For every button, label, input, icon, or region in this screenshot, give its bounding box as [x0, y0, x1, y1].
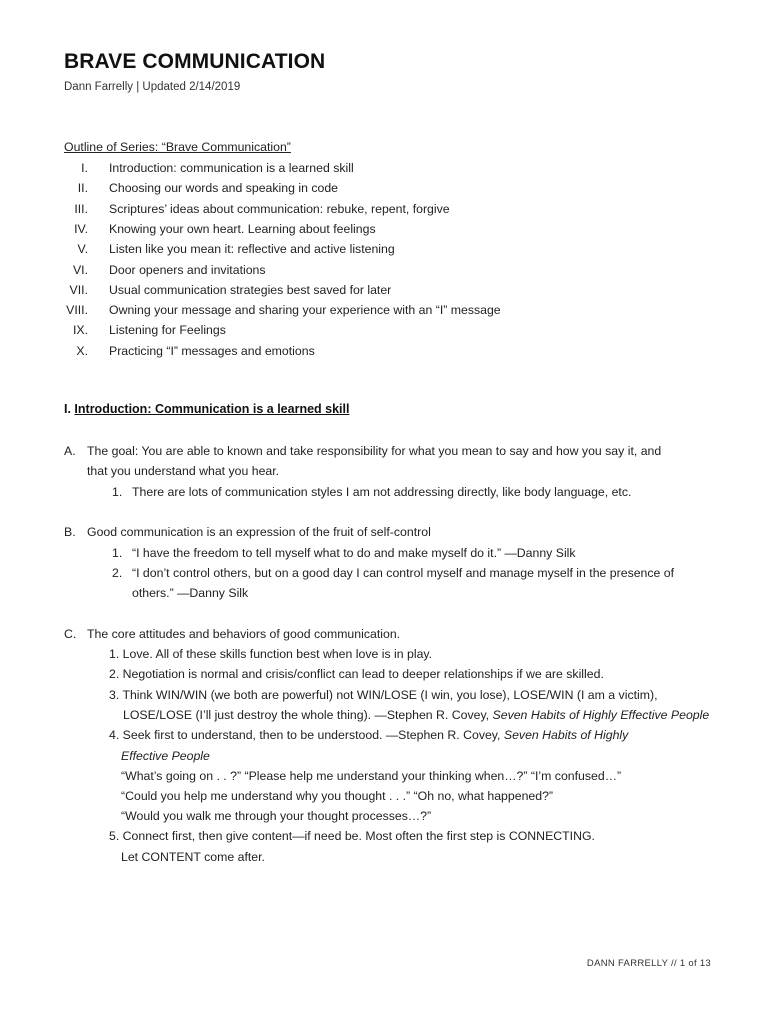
outline-heading: Outline of Series: “Brave Communication” — [64, 140, 291, 154]
outline-item-number: X. — [76, 344, 88, 358]
outline-item-text: Scriptures’ ideas about communication: rebuke, repent, forgive — [109, 202, 450, 216]
item-b-sub2-line1: “I don’t control others, but on a good day I can control myself and manage myself in the presence of — [132, 566, 675, 580]
item-a-sub1: There are lots of communication styles I am not addressing directly, like body language, etc. — [132, 485, 632, 499]
item-a-line1: The goal: You are able to known and take responsibility for what you mean to say and how you say it, and — [87, 444, 662, 458]
outline-item-text: Listen like you mean it: reflective and active listening — [109, 242, 395, 256]
item-c-point3-line2 — [123, 707, 709, 723]
book-title: Effective People — [121, 749, 210, 763]
section-title: Introduction: Communication is a learned skill — [74, 402, 350, 416]
item-b-sub1-num: 1. — [112, 546, 123, 560]
item-c-letter: C. — [64, 627, 77, 641]
item-c-quote3: “Would you walk me through your thought processes…?” — [121, 809, 432, 823]
outline-item-number: VII. — [69, 283, 88, 297]
item-b-sub1: “I have the freedom to tell myself what to do and make myself do it.” —Danny Silk — [132, 546, 576, 560]
outline-item-text: Listening for Feelings — [109, 323, 226, 337]
item-c-point3-line1: 3. Think WIN/WIN (we both are powerful) not WIN/LOSE (I win, you lose), LOSE/WIN (I am a victim), — [109, 688, 658, 702]
outline-item-text: Owning your message and sharing your experience with an “I” message — [109, 303, 501, 317]
outline-item-text: Choosing our words and speaking in code — [109, 181, 339, 195]
item-c-quote2: “Could you help me understand why you thought . . .” “Oh no, what happened?” — [121, 789, 554, 803]
outline-item-number: VIII. — [66, 303, 88, 317]
item-c-quote1: “What’s going on . . ?” “Please help me understand your thinking when…?” “I’m confused…” — [121, 769, 622, 783]
section-prefix: I. — [64, 402, 75, 416]
point3-text: LOSE/LOSE (I’ll just destroy the whole thing). —Stephen R. Covey, — [123, 708, 493, 722]
outline-item-text: Door openers and invitations — [109, 263, 266, 277]
outline-item-text: Introduction: communication is a learned skill — [109, 161, 354, 175]
book-title: Seven Habits of Highly Effective People — [492, 708, 710, 722]
outline-item-text: Usual communication strategies best saved for later — [109, 283, 392, 297]
item-b-sub2-line2: others.” —Danny Silk — [132, 586, 249, 600]
item-c-line1: The core attitudes and behaviors of good communication. — [87, 627, 401, 641]
item-c-point4-line1 — [109, 727, 628, 743]
item-b-line1: Good communication is an expression of the fruit of self-control — [87, 525, 431, 539]
outline-item-number: III. — [74, 202, 88, 216]
outline-item-text: Practicing “I” messages and emotions — [109, 344, 315, 358]
page-title: BRAVE COMMUNICATION — [64, 50, 326, 73]
item-a-letter: A. — [64, 444, 76, 458]
point4-text: 4. Seek first to understand, then to be understood. —Stephen R. Covey, — [109, 728, 504, 742]
item-c-point1: 1. Love. All of these skills function best when love is in play. — [109, 647, 433, 661]
item-c-point2: 2. Negotiation is normal and crisis/conflict can lead to deeper relationships if we are skilled. — [109, 667, 604, 681]
item-a-line2: that you understand what you hear. — [87, 464, 280, 478]
page-footer: DANN FARRELLY // 1 of 13 — [586, 958, 711, 969]
outline-item-number: II. — [77, 181, 88, 195]
outline-item-number: IX. — [72, 323, 88, 337]
byline: Dann Farrelly | Updated 2/14/2019 — [64, 81, 241, 93]
book-title: Seven Habits of Highly — [503, 728, 629, 742]
item-b-letter: B. — [64, 525, 76, 539]
item-c-point4-line2 — [121, 748, 210, 764]
outline-item-number: VI. — [72, 263, 88, 277]
item-c-point5-line2: Let CONTENT come after. — [121, 850, 265, 864]
outline-item-text: Knowing your own heart. Learning about feelings — [109, 222, 376, 236]
outline-item-number: I. — [81, 161, 88, 175]
item-a-sub1-num: 1. — [112, 485, 123, 499]
outline-item-number: IV. — [74, 222, 88, 236]
item-b-sub2-num: 2. — [112, 566, 123, 580]
section-heading — [64, 402, 349, 416]
item-c-point5-line1: 5. Connect first, then give content—if need be. Most often the first step is CONNECTING. — [109, 829, 595, 843]
outline-item-number: V. — [77, 242, 88, 256]
